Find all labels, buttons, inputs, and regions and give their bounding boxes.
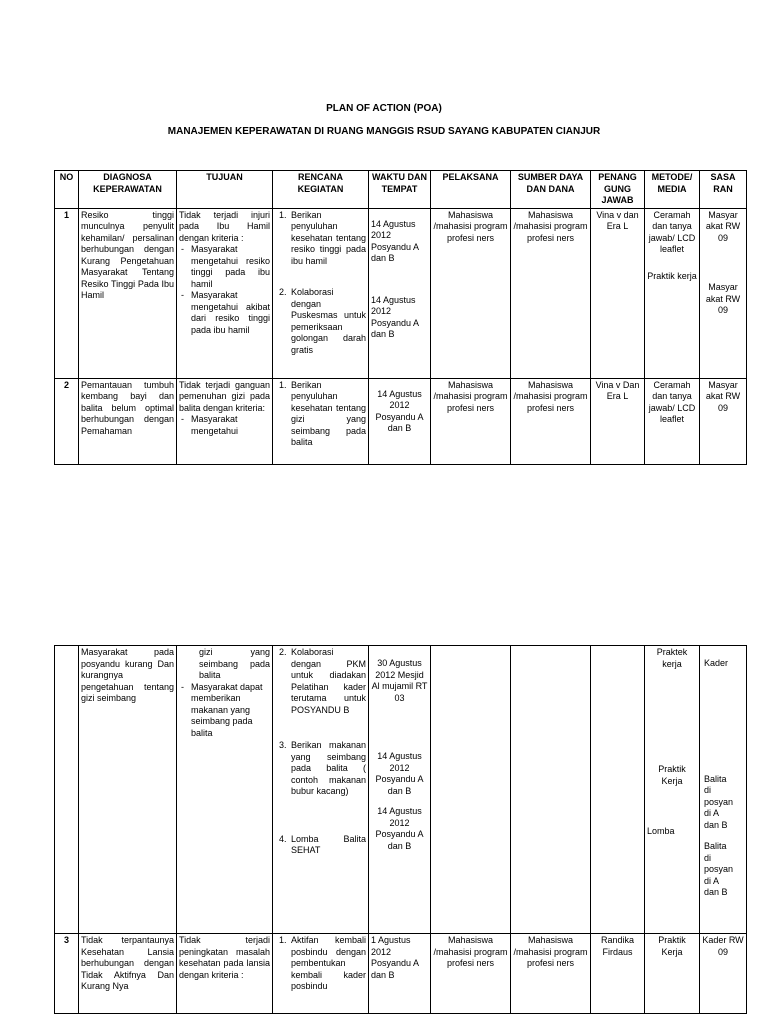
rencana-list [275, 935, 366, 993]
table-row [55, 646, 747, 934]
tujuan-criteria-list [179, 244, 270, 336]
pelaksana-cell [431, 646, 511, 934]
row-number: 1 [55, 208, 79, 378]
rencana-list [275, 647, 366, 857]
tujuan-intro: Tidak terjadi ganguan pemenuhan gizi pada balita dengan kriteria: [179, 379, 270, 413]
pelaksana-cell: Mahasiswa /mahasisi program profesi ners [431, 378, 511, 464]
sasaran-entry: Masyar akat RW 09 [705, 209, 741, 243]
tujuan-continuation: gizi yang seimbang pada balita [199, 647, 270, 680]
waktu-entry: 30 Agustus 2012 Mesjid Al mujamil RT 03 [371, 658, 428, 703]
rencana-item: 1. Aktifan kembali posbindu dengan pembentukan kembali kader posbindu [289, 935, 366, 993]
table-header-row [55, 171, 747, 209]
table-row [55, 378, 747, 464]
penanggung-cell [591, 646, 645, 934]
header-sasaran: SASA RAN [700, 171, 747, 209]
sasaran-entry: Balita di posyan di A dan B [704, 773, 734, 830]
waktu-cell: 1 Agustus 2012 Posyandu A dan B [369, 934, 431, 1014]
sumber-cell: Mahasiswa /mahasisi program profesi ners [511, 378, 591, 464]
waktu-cell [369, 208, 431, 378]
tujuan-intro: Tidak terjadi injuri pada Ibu Hamil dengan kriteria : [179, 209, 270, 243]
rencana-list [275, 210, 366, 357]
waktu-entry: 14 Agustus 2012 Posyandu A dan B [375, 806, 424, 851]
tujuan-criteria-item: - Masyarakat mengetahui akibat dari resiko tinggi pada ibu hamil [191, 290, 270, 336]
tujuan-criteria-item: - Masyarakat mengetahui resiko tinggi pada ibu hamil [191, 244, 270, 290]
waktu-entry: 14 Agustus 2012 Posyandu A dan B [371, 294, 419, 339]
sasaran-entry: Kader [704, 658, 729, 668]
header-waktu: WAKTU DAN TEMPAT [369, 171, 431, 209]
header-pelaksana: PELAKSANA [431, 171, 511, 209]
document-title: PLAN OF ACTION (POA) [326, 103, 442, 114]
metode-cell [645, 208, 700, 378]
diagnosa-cell: Masyarakat pada posyandu kurang Dan kurangnya pengetahuan tentang gizi seimbang [79, 646, 177, 934]
tujuan-criteria-item: - Masyarakat dapat memberikan makanan yang seimbang pada balita [191, 682, 270, 740]
sumber-cell: Mahasiswa /mahasisi program profesi ners [511, 934, 591, 1014]
waktu-cell [369, 646, 431, 934]
header-diagnosa: DIAGNOSA KEPERAWATAN [79, 171, 177, 209]
rencana-cell [273, 646, 369, 934]
poa-table-page-1 [54, 170, 747, 465]
tujuan-criteria-list [179, 414, 270, 437]
header-penanggung: PENANG GUNG JAWAB [591, 171, 645, 209]
header-rencana: RENCANA KEGIATAN [273, 171, 369, 209]
header-sumber: SUMBER DAYA DAN DANA [511, 171, 591, 209]
row-number: 3 [55, 934, 79, 1014]
document-subtitle: MANAJEMEN KEPERAWATAN DI RUANG MANGGIS RSUD SAYANG KABUPATEN CIANJUR [167, 126, 601, 137]
rencana-item: 4. Lomba Balita SEHAT [289, 834, 366, 857]
sasaran-cell [700, 646, 747, 934]
metode-cell: Praktik Kerja [645, 934, 700, 1014]
waktu-cell [369, 378, 431, 464]
sasaran-entry: Balita di posyan di A dan B [704, 841, 734, 897]
metode-cell [645, 646, 700, 934]
penanggung-cell: Vina v dan Era L [591, 208, 645, 378]
tujuan-cell [177, 378, 273, 464]
waktu-entry: 14 Agustus 2012 Posyandu A dan B [375, 751, 424, 796]
tujuan-cell: Tidak terjadi peningkatan masalah kesehatan pada lansia dengan kriteria : [177, 934, 273, 1014]
diagnosa-cell: Resiko tinggi munculnya penyulit kehamilan/ persalinan berhubungan dengan Kurang Pengetahuan Masyarakat Tentang Resiko Tinggi Pada Ibu Hamil [79, 208, 177, 378]
tujuan-cell [177, 646, 273, 934]
sasaran-entry: Masyar akat RW 09 [705, 282, 741, 315]
pelaksana-cell: Mahasiswa /mahasisi program profesi ners [431, 208, 511, 378]
diagnosa-cell: Tidak terpantaunya Kesehatan Lansia berhubungan dengan Tidak Aktifnya Dan Kurang Nya [79, 934, 177, 1014]
sumber-cell: Mahasiswa /mahasisi program profesi ners [511, 208, 591, 378]
metode-entry: Lomba [647, 826, 675, 836]
metode-entry: Praktek kerja [656, 647, 688, 669]
tujuan-cell [177, 208, 273, 378]
poa-table-page-2 [54, 645, 747, 1014]
header-no: NO [55, 171, 79, 209]
rencana-cell [273, 208, 369, 378]
sasaran-cell: Kader RW 09 [700, 934, 747, 1014]
diagnosa-cell: Pemantauan tumbuh kembang bayi dan balita belum optimal berhubungan dengan Pemahaman [79, 378, 177, 464]
tujuan-criteria-list [179, 682, 270, 740]
header-tujuan: TUJUAN [177, 171, 273, 209]
rencana-list [275, 380, 366, 449]
table-row [55, 208, 747, 378]
metode-cell: Ceramah dan tanya jawab/ LCD leaflet [645, 378, 700, 464]
metode-entry: Ceramah dan tanya jawab/ LCD leaflet [648, 209, 696, 254]
penanggung-cell: Randika Firdaus [591, 934, 645, 1014]
metode-entry: Praktik kerja [647, 270, 697, 281]
tujuan-criteria-item: - Masyarakat mengetahui [191, 414, 270, 437]
sasaran-cell: Masyar akat RW 09 [700, 378, 747, 464]
row-number: 2 [55, 378, 79, 464]
pelaksana-cell: Mahasiswa /mahasisi program profesi ners [431, 934, 511, 1014]
rencana-item: 2. Kolaborasi dengan Puskesmas untuk pemeriksaan golongan darah gratis [289, 287, 366, 356]
rencana-item: 1. Berikan penyuluhan kesehatan tentang resiko tinggi pada ibu hamil [289, 210, 366, 268]
waktu-entry: 14 Agustus 2012 Posyandu A dan B [371, 218, 419, 263]
rencana-item: 3. Berikan makanan yang seimbang pada balita ( contoh makanan bubur kacang) [289, 740, 366, 798]
sumber-cell [511, 646, 591, 934]
table-row [55, 934, 747, 1014]
rencana-cell [273, 378, 369, 464]
rencana-cell [273, 934, 369, 1014]
rencana-item: 2. Kolaborasi dengan PKM untuk diadakan Pelatihan kader terutama untuk POSYANDU B [289, 647, 366, 716]
penanggung-cell: Vina v Dan Era L [591, 378, 645, 464]
metode-entry: Praktik Kerja [658, 764, 686, 786]
waktu-entry: 14 Agustus 2012 Posyandu A dan B [375, 388, 424, 433]
rencana-item: 1. Berikan penyuluhan kesehatan tentang gizi yang seimbang pada balita [289, 380, 366, 449]
sasaran-cell [700, 208, 747, 378]
row-number [55, 646, 79, 934]
header-metode: METODE/ MEDIA [645, 171, 700, 209]
